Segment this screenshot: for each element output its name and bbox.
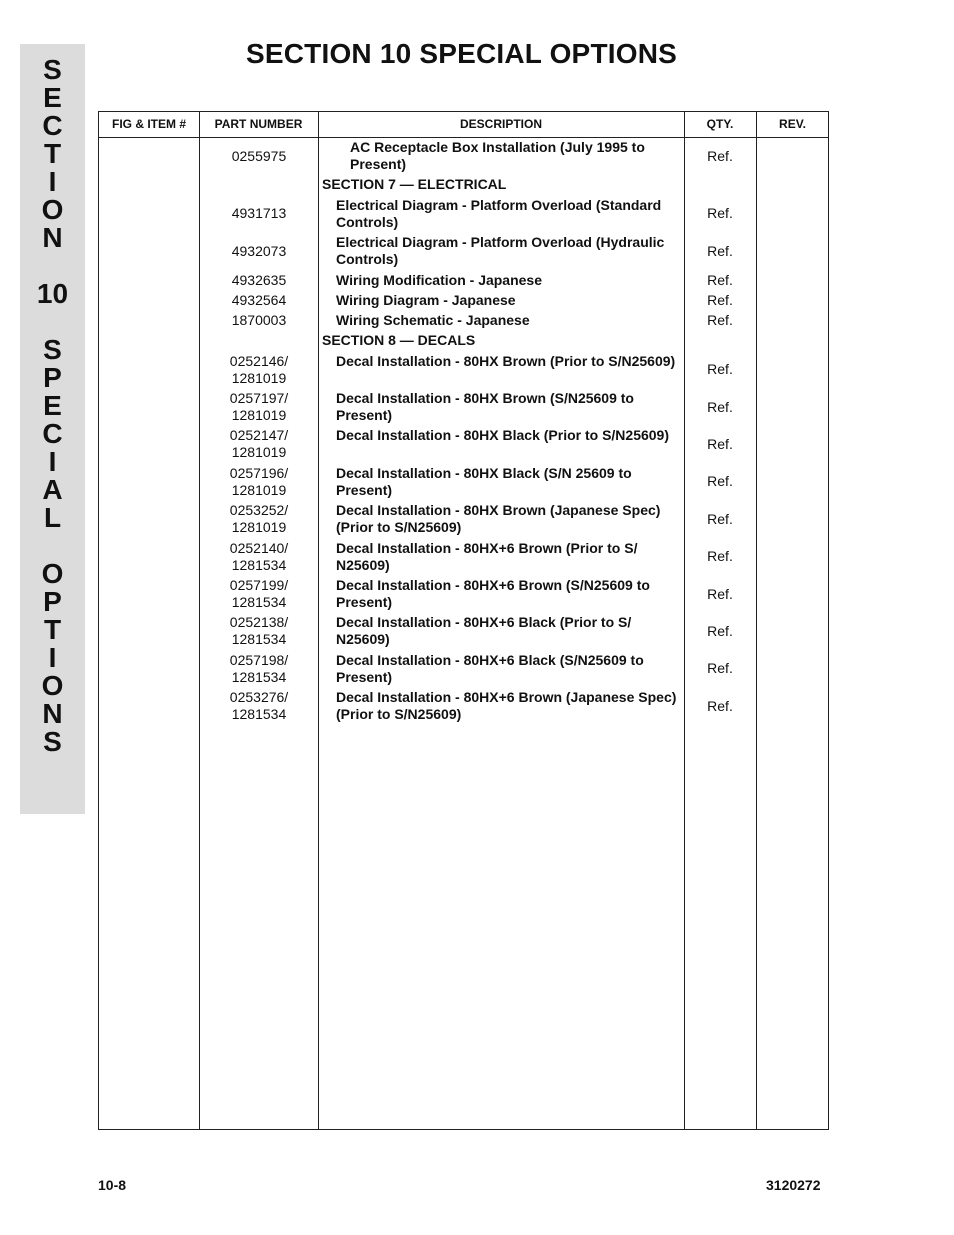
part-number: 1870003 <box>231 312 287 328</box>
side-tab-letter: T <box>43 138 62 169</box>
side-tab-letter: N <box>42 222 63 253</box>
side-tab-letter: S <box>43 54 62 85</box>
side-tab-letter: C <box>42 418 63 449</box>
parts-table <box>98 111 829 1130</box>
part-description: Electrical Diagram - Platform Overload (Hydraulic Controls) <box>336 234 665 267</box>
part-qty: Ref. <box>707 586 733 602</box>
part-number: 0252140/ 1281534 <box>229 540 289 573</box>
part-number: 4932564 <box>231 292 287 308</box>
part-description: Decal Installation - 80HX Black (S/N 25609 to Present) <box>336 465 632 498</box>
part-number: 0252147/ 1281019 <box>229 427 289 460</box>
part-description: Decal Installation - 80HX+6 Black (Prior to S/ N25609) <box>336 614 632 647</box>
part-qty: Ref. <box>707 473 733 489</box>
side-tab-letter: E <box>43 390 62 421</box>
part-qty: Ref. <box>707 292 733 308</box>
part-qty: Ref. <box>707 623 733 639</box>
part-qty: Ref. <box>707 399 733 415</box>
side-tab-letter: S <box>43 334 62 365</box>
side-tab-letter: N <box>42 698 63 729</box>
part-number: 0252138/ 1281534 <box>229 614 289 647</box>
part-description: Decal Installation - 80HX+6 Brown (S/N25609 to Present) <box>336 577 650 610</box>
part-number: 0257196/ 1281019 <box>229 465 289 498</box>
part-description: Decal Installation - 80HX+6 Black (S/N25609 to Present) <box>336 652 644 685</box>
side-tab-number: 10 <box>36 278 69 309</box>
part-number: 0257197/ 1281019 <box>229 390 289 423</box>
part-number: 0253276/ 1281534 <box>229 689 289 722</box>
part-description: Decal Installation - 80HX Brown (S/N25609 to Present) <box>336 390 634 423</box>
side-tab-letter: O <box>41 558 64 589</box>
section-heading-electrical: SECTION 7 — ELECTRICAL <box>322 176 507 192</box>
column-divider <box>684 112 685 1129</box>
part-description: Wiring Diagram - Japanese <box>336 292 516 308</box>
part-number: 0257199/ 1281534 <box>229 577 289 610</box>
part-description: Decal Installation - 80HX Brown (Japanese Spec) (Prior to S/N25609) <box>336 502 661 535</box>
column-divider <box>199 112 200 1129</box>
side-tab-letter: I <box>48 166 57 197</box>
part-qty: Ref. <box>707 205 733 221</box>
side-tab-letter: A <box>42 474 63 505</box>
header-rev: REV. <box>779 117 806 131</box>
header-fig-item: FIG & ITEM # <box>111 117 186 131</box>
column-divider <box>756 112 757 1129</box>
part-number: 0255975 <box>231 148 287 164</box>
side-tab-letter: O <box>41 670 64 701</box>
side-tab-letter: O <box>41 194 64 225</box>
side-tab-letter: E <box>43 82 62 113</box>
part-qty: Ref. <box>707 312 733 328</box>
part-number: 0252146/ 1281019 <box>229 353 289 386</box>
side-tab-letter: C <box>42 110 63 141</box>
header-description: DESCRIPTION <box>459 117 542 131</box>
part-number: 4932073 <box>231 243 287 259</box>
part-description: Wiring Modification - Japanese <box>336 272 543 288</box>
part-qty: Ref. <box>707 511 733 527</box>
part-description: Wiring Schematic - Japanese <box>336 312 530 328</box>
part-description: Decal Installation - 80HX Brown (Prior to S/N25609) <box>336 353 676 369</box>
part-number: 4932635 <box>231 272 287 288</box>
part-qty: Ref. <box>707 272 733 288</box>
side-tab-letter: P <box>43 586 62 617</box>
part-qty: Ref. <box>707 548 733 564</box>
page-title: SECTION 10 SPECIAL OPTIONS <box>246 38 677 69</box>
part-description: Electrical Diagram - Platform Overload (Standard Controls) <box>336 197 662 230</box>
part-qty: Ref. <box>707 660 733 676</box>
side-tab-letter: L <box>43 502 62 533</box>
part-qty: Ref. <box>707 436 733 452</box>
section-heading-decals: SECTION 8 — DECALS <box>322 332 476 348</box>
side-tab-letter: P <box>43 362 62 393</box>
side-tab-letter: S <box>43 726 62 757</box>
part-number: 0257198/ 1281534 <box>229 652 289 685</box>
header-divider <box>99 137 828 138</box>
part-description: Decal Installation - 80HX+6 Brown (Prior to S/ N25609) <box>336 540 638 573</box>
part-qty: Ref. <box>707 361 733 377</box>
header-part-number: PART NUMBER <box>214 117 303 131</box>
part-description: Decal Installation - 80HX+6 Brown (Japanese Spec) (Prior to S/N25609) <box>336 689 677 722</box>
part-number: 0253252/ 1281019 <box>229 502 289 535</box>
side-tab-letter: T <box>43 614 62 645</box>
part-description: AC Receptacle Box Installation (July 1995 to Present) <box>350 139 645 172</box>
page-number: 10-8 <box>98 1177 127 1193</box>
side-tab-letter: I <box>48 446 57 477</box>
section-side-tab <box>20 44 85 814</box>
part-qty: Ref. <box>707 148 733 164</box>
document-number: 3120272 <box>766 1177 821 1193</box>
side-tab-letter: I <box>48 642 57 673</box>
part-qty: Ref. <box>707 243 733 259</box>
part-qty: Ref. <box>707 698 733 714</box>
header-qty: QTY. <box>706 117 734 131</box>
part-number: 4931713 <box>231 205 287 221</box>
part-description: Decal Installation - 80HX Black (Prior to S/N25609) <box>336 427 670 443</box>
column-divider <box>318 112 319 1129</box>
